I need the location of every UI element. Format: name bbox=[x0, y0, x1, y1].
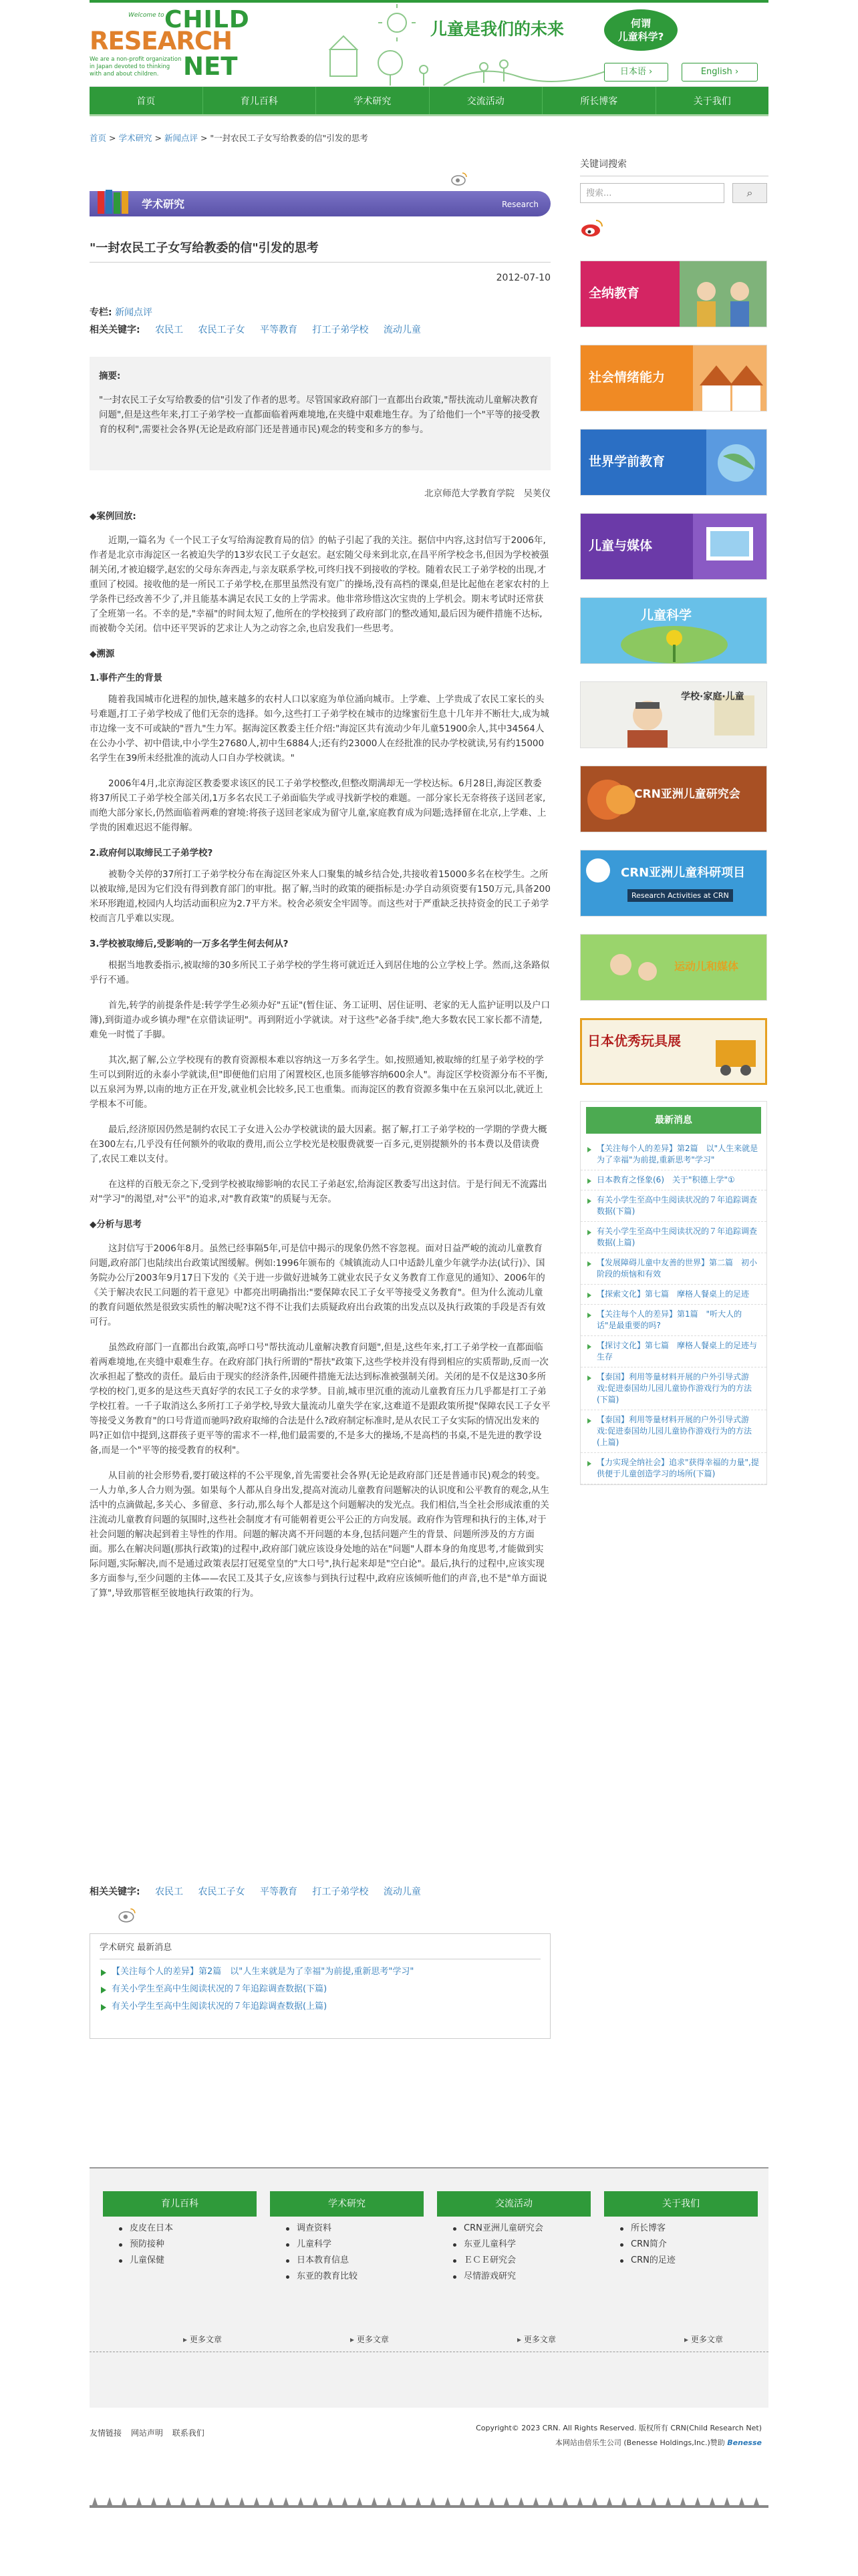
ad-image-icon bbox=[706, 430, 766, 496]
search-form bbox=[580, 183, 768, 203]
grass-tuft bbox=[607, 2497, 612, 2505]
grass-tuft bbox=[680, 2497, 686, 2505]
footer-col-title[interactable]: 交流活动 bbox=[437, 2191, 591, 2217]
news-link[interactable]: 【探索文化】第七篇 摩格人餐桌上的足迹 bbox=[581, 1285, 766, 1305]
ad-social-emotional[interactable] bbox=[580, 345, 767, 412]
slogan: 儿童是我们的未来 bbox=[430, 19, 565, 39]
grass-tuft bbox=[327, 2497, 333, 2505]
grass-tuft bbox=[166, 2497, 171, 2505]
logo-tagline: We are a non-profit organization in Japan devoted to thinking with and about children. bbox=[90, 56, 182, 77]
paragraph: 这封信写于2006年8月。虽然已经事隔5年,可是信中揭示的现象仍然不容忽视。面对日益严峻的流动儿童教育问题,政府部门也陆续出台政策试图缓解。例如:1996年颁布的《城镇流动人口中适龄儿童少年就学办法(试行)》、国务院办公厅2003年9月17日下发的《关于进一步做好进城务工就业农民子女义务教育工作意见的通知》、2006年的《关于解决农民工问题的若干意见》中都亮出明确指出:"要保障农民工子女平等接受义务教育"。但为什么流动儿童的教育问题依然是很致实质性的解决呢?这不得不让我们去质疑政府出台政策的出发点以及执行政策的手段是否有效可行。 bbox=[90, 1243, 546, 1327]
ad-child-science[interactable] bbox=[580, 597, 767, 664]
footer-col-about bbox=[604, 2191, 758, 2344]
grass-tuft bbox=[254, 2497, 259, 2505]
site-logo[interactable] bbox=[90, 5, 250, 84]
grass-tuft bbox=[504, 2497, 509, 2505]
footer-col-title[interactable]: 学术研究 bbox=[270, 2191, 424, 2217]
nav-exchange[interactable]: 交流活动 bbox=[430, 87, 543, 114]
news-link[interactable]: 【力实现全纳社会】追求"获得幸福的力量",提供便于儿童创造学习的场所(下篇) bbox=[581, 1453, 766, 1484]
grass-tuft bbox=[195, 2497, 200, 2505]
grass-decoration-icon bbox=[90, 2488, 768, 2515]
footer-link[interactable]: 所长博客 bbox=[604, 2221, 758, 2237]
grass-tuft bbox=[283, 2497, 289, 2505]
grass-tuft bbox=[710, 2497, 715, 2505]
footer-link[interactable]: 尽情游戏研究 bbox=[437, 2269, 591, 2285]
ad-image-icon bbox=[693, 514, 766, 580]
logo-research: RESEARCH bbox=[90, 27, 232, 55]
footer-link[interactable]: 预防接种 bbox=[103, 2237, 257, 2253]
abstract-heading: 摘要: bbox=[99, 371, 121, 381]
news-link[interactable]: 有关小学生至高中生阅读状况的７年追踪调查数据(上篇) bbox=[581, 1222, 766, 1253]
paragraph: 近期,一篇名为《一个民工子女写给海淀教育局的信》的帖子引起了我的关注。据信中内容,这封信写于2006年,作者是北京市海淀区一名被迫失学的13岁农民工子女赵宏。赵宏随父母来到北京,在昌平所学校念书,但因为学校被强制关闭,才被迫辍学,赵宏的父母东奔西走,与亲友联系学校,可终归找不到接收的学校。随着农民工子弟学校的出现,才重回了校园。接收他的是一所民工子弟学校,在那里虽然没有宽广的操场,没有高档的课桌,但是比起他在老家农村的上学条件已经改善不少了,并且能基本满足农民工女的上学需求。他非常珍惜这次宝贵的上学机会。期末考试时还常获了全班第一名。不幸的是,"幸福"的时间太短了,他所在的学校接到了政府部门的整改通知,最后因为硬件措施不达标,而被勒令关闭。信中还平哭诉的艺求让人为之动容之余,也启发我们一些思考。 bbox=[90, 535, 549, 634]
keyword-link[interactable]: 打工子弟学校 bbox=[312, 1887, 369, 1897]
article-author: 北京师范大学教育学院 吴荚仪 bbox=[424, 488, 551, 499]
grass-tuft bbox=[136, 2497, 142, 2505]
article-title: "一封农民工子女写给教委的信"引发的思考 bbox=[90, 238, 551, 263]
analysis-heading: ◆分析与思考 bbox=[90, 1219, 142, 1230]
breadcrumb-sep: > bbox=[200, 133, 208, 143]
footer-col-research bbox=[270, 2191, 424, 2344]
footer-link[interactable]: ＥＣＥ研究会 bbox=[437, 2253, 591, 2269]
nav-research[interactable]: 学术研究 bbox=[316, 87, 430, 114]
grass-tuft bbox=[122, 2497, 127, 2505]
keywords-label: 相关关键字: bbox=[90, 325, 140, 335]
ad-title: 儿童科学 bbox=[641, 608, 692, 623]
grass-tuft bbox=[548, 2497, 553, 2505]
nav-home[interactable]: 首页 bbox=[90, 87, 203, 114]
subheading: 2.政府何以取缔民工子弟学校? bbox=[90, 848, 213, 858]
grass-tuft bbox=[724, 2497, 730, 2505]
footer-link[interactable]: CRN简介 bbox=[604, 2237, 758, 2253]
grass-tuft bbox=[592, 2497, 597, 2505]
keyword-link[interactable]: 打工子弟学校 bbox=[312, 325, 369, 335]
grass-tuft bbox=[416, 2497, 421, 2505]
toy-icon bbox=[709, 1027, 762, 1080]
news-link[interactable]: 有关小学生至高中生阅读状况的７年追踪调查数据(下篇) bbox=[581, 1190, 766, 1222]
keyword-link[interactable]: 平等教育 bbox=[259, 325, 297, 335]
news-link[interactable]: 日本教育之怪象(6) 关于"积德上学"① bbox=[581, 1170, 766, 1190]
breadcrumb-news-review[interactable]: 新闻点评 bbox=[164, 133, 198, 143]
ad-world-preschool[interactable] bbox=[580, 429, 767, 496]
grass-tuft bbox=[269, 2497, 274, 2505]
paragraph: 2006年4月,北京海淀区教委要求该区的民工子弟学校整改,但整改期满却无一学校达标。6月28日,海淀区教委将37所民工子弟学校全部关闭,1万多名农民工子弟面临失学或寻找新学校的难题。一部分家长无奈将孩子送回老家,而绝大部分家长,仍然面临着两难的窘境:将孩子送回老家成为留守儿童,家庭教育成为问题;选择留在北京,上学难、上学贵的困难迟迟不能得解。 bbox=[90, 778, 547, 833]
subheading: 1.事件产生的背景 bbox=[90, 673, 163, 683]
keyword-link[interactable]: 平等教育 bbox=[259, 1887, 297, 1897]
contact-link[interactable]: 联系我们 bbox=[172, 2428, 204, 2438]
footer-more-link[interactable]: ▸ 更多文章 bbox=[684, 2333, 723, 2347]
nav-about[interactable]: 关于我们 bbox=[693, 96, 731, 107]
footer-link[interactable]: 东亚儿童科学 bbox=[437, 2237, 591, 2253]
ad-image-icon bbox=[581, 598, 767, 664]
main-nav bbox=[90, 87, 768, 116]
grass-tuft bbox=[386, 2497, 392, 2505]
column-link[interactable]: 新闻点评 bbox=[115, 307, 153, 318]
grass-tuft bbox=[107, 2497, 112, 2505]
grass-tuft bbox=[533, 2497, 539, 2505]
grass-tuft bbox=[651, 2497, 656, 2505]
paragraph: 虽然政府部门一直都出台政策,高呼口号"帮扶流动儿童解决教育问题",但是,这些年来,打工子弟学校一直都面临着两难境地,在夹缝中艰难生存。在政府部门执行所谓的"帮扶"政策下,这些学校并没有得到相应的实质帮助,反而一次次承担起了整改的责任。最后由于现实的经济条件,因硬件措施无法达到标准被强制关闭。关闭的是不仅是这30多所学校的校门,更多的是这些天真好学的农民工子女的求学梦。目前,城市里沉重的流动儿童教育压力几乎都是打工子弟学校扛着。一千子取消这么多所打工子弟学校,导致大量流动儿童失学在家,这难道不是跟政策所提"保障农民工子女平等接受义务教育"的口号背道而驰吗?政府取缔的合法是什么?政府制定标准时,是从农民工子女实际的情况出发来的吗?正如信中提到,这群孩子更平等的需求不一样,他们最需要的,不是多大的操场,不是高档的书桌,不是先进的教学设备,而是一个"平等的接受教育的权利"。 bbox=[90, 1342, 551, 1456]
ad-subtitle: Research Activities at CRN bbox=[627, 889, 733, 902]
ad-title: 日本优秀玩具展 bbox=[587, 1033, 681, 1049]
footer bbox=[90, 2167, 768, 2408]
news-link[interactable]: 【泰国】利用等量材料开展的户外引导式游戏:促进泰国幼儿园儿童协作游戏行为的方法(下篇) bbox=[581, 1367, 766, 1410]
footer-links bbox=[90, 2426, 211, 2440]
chevron-right-icon: › bbox=[648, 67, 653, 77]
grass-tuft bbox=[239, 2497, 245, 2505]
news-link[interactable]: 【发展障碍儿童中友善的世界】第二篇 初小阶段的烦恼和有效 bbox=[581, 1253, 766, 1285]
benesse-logo[interactable]: Benesse bbox=[727, 2438, 762, 2447]
breadcrumb bbox=[90, 116, 768, 154]
breadcrumb-sep: > bbox=[154, 133, 162, 143]
keyword-link[interactable]: 农民工子女 bbox=[198, 325, 245, 335]
paragraph: 在这样的百般无奈之下,受到学校被取缔影响的农民工子弟赵宏,给海淀区教委写出这封信。于是行间无不流露出对"学习"的渴望,对"公平"的追求,对"教育政策"的质疑与无奈。 bbox=[90, 1179, 547, 1204]
article-date: 2012-07-10 bbox=[496, 273, 551, 283]
footer-more-link[interactable]: ▸ 更多文章 bbox=[183, 2333, 222, 2347]
article-keywords bbox=[90, 322, 421, 339]
paragraph: 从目前的社会形势看,要打破这样的不公平现象,首先需要社会各界(无论是政府部门还是普通市民)观念的转变。一人力单,多人合力则为强。如果每个人都从自身出发,提高对流动儿童教育问题解决的认识度和公平教育的观念,从生活中的点滴做起,多关心、多留意、多行动,那么每个人都是这个问题解决的发光点。我们相信,当全社会形成浓重的关注流动儿童教育问题的氛围时,这些社会制度才有可能朝着更公平公正的方向发展。政府作为管理和执行的主体,对于社会问题的解决起到着主导性的作用。问题的解决离不开问题的本身,包括问题产生的背景、问题所涉及的方方面面。那么在解决问题(那执行政策)的过程中,政府部门就应该设身处地的站在"问题"人群本身的角度思考,才能做到实际问题,实际解决,而不是通过政策表层打冠冕堂皇的"大口号",执行起来却是"空白论"。最后,执行的过程中,应该实现多方面参与,至少问题的主体——农民工及其子女,应该参与到执行过程中,政府应该倾听他们的声音,也不是"单方面说了算",导致那管框至彼地执行政策的行为。 bbox=[90, 1470, 549, 1599]
ad-title: 学校·家庭·儿童 bbox=[681, 691, 744, 702]
paragraph: 其次,据了解,公立学校现有的教育资源根本难以容纳这一万多名学生。如,按照通知,被取缔的红星子弟学校的学生可以到附近的永泰小学就读,但"即便他们启用了闲置校区,也顶多能够容纳600余人"。海淀区学校资源分布不平衡,以五泉河为界,以南的地方正在开发,就业机会比较多,民工也重集。而海淀区的教育资源多集中在五泉河以北,就近上学根本不可能。 bbox=[90, 1055, 548, 1110]
case-heading: ◆案例回放: bbox=[90, 511, 136, 522]
ad-title: CRN亚洲儿童科研项目 bbox=[621, 866, 746, 880]
bottom-keywords bbox=[90, 1884, 421, 1901]
keyword-link[interactable]: 流动儿童 bbox=[383, 1887, 421, 1897]
ad-title: 社会情绪能力 bbox=[589, 370, 666, 385]
grass-tuft bbox=[357, 2497, 362, 2505]
nav-director-blog[interactable]: 所长博客 bbox=[543, 87, 656, 114]
sponsor-line bbox=[476, 2436, 762, 2450]
lang-japanese-button[interactable]: 日本语 › bbox=[604, 63, 668, 82]
search-button[interactable] bbox=[732, 183, 767, 203]
grass-tuft bbox=[445, 2497, 450, 2505]
paragraph: 根据当地教委指示,被取缔的30多所民工子弟学校的学生将可就近迁入到居住地的公立学校上学。然而,这条路似乎行不通。 bbox=[90, 960, 550, 985]
weibo-share-icon[interactable] bbox=[118, 1907, 136, 1923]
friend-links[interactable]: 友情链接 bbox=[90, 2428, 122, 2438]
what-is-child-science-button[interactable]: 何谓 儿童科学? bbox=[604, 9, 678, 51]
logo-net: NET bbox=[183, 52, 238, 81]
header-banner bbox=[317, 3, 637, 87]
logo-welcome: Welcome to bbox=[128, 12, 164, 19]
ad-image-icon bbox=[581, 850, 767, 917]
grass-tuft bbox=[298, 2497, 303, 2505]
grass-tuft bbox=[474, 2497, 480, 2505]
grass-tuft bbox=[180, 2497, 186, 2505]
article-column bbox=[90, 305, 152, 321]
books-icon bbox=[96, 188, 130, 215]
footer-link[interactable]: 调查资料 bbox=[270, 2221, 424, 2237]
paragraph: 被勒令关停的37所打工子弟学校分布在海淀区外来人口聚集的城乡结合处,共接收着15000多名在校学生。之所以被取缔,是因为它们没有得到教育部门的审批。据了解,当时的政策的硬指标是:办学自动须资要有150万元,具备200米环形跑道,校园内人均活动面积应为2.7平方米。校舍必须安全牢固等。而这些对于严重缺乏扶持资金的民工子弟学校而言几乎难以实现。 bbox=[90, 869, 551, 924]
search-input[interactable]: 搜索... bbox=[580, 183, 724, 203]
grass-tuft bbox=[621, 2497, 627, 2505]
ad-crn-asia-research[interactable] bbox=[580, 766, 767, 832]
site-header bbox=[90, 3, 768, 87]
footer-bottom bbox=[90, 2410, 768, 2490]
keyword-search-title: 关键词搜索 bbox=[580, 156, 768, 176]
ad-title: 全纳教育 bbox=[589, 286, 640, 301]
grass-tuft bbox=[460, 2497, 465, 2505]
footer-link[interactable]: CRN亚洲儿童研究会 bbox=[437, 2221, 591, 2237]
grass-tuft bbox=[577, 2497, 583, 2505]
footer-more-link[interactable]: ▸ 更多文章 bbox=[517, 2333, 556, 2347]
breadcrumb-sep: > bbox=[109, 133, 116, 143]
origin-heading: ◆溯源 bbox=[90, 649, 115, 659]
grass-tuft bbox=[342, 2497, 347, 2505]
breadcrumb-home[interactable]: 首页 bbox=[90, 133, 107, 143]
site-statement-link[interactable]: 网站声明 bbox=[130, 2428, 163, 2438]
footer-more-link[interactable]: ▸ 更多文章 bbox=[350, 2333, 389, 2347]
keyword-link[interactable]: 农民工 bbox=[155, 1887, 184, 1897]
grass-tuft bbox=[92, 2497, 98, 2505]
sponsor-text: 本网站由倍乐生公司 (Benesse Holdings,Inc.)赞助 bbox=[555, 2438, 725, 2447]
grass-tuft bbox=[430, 2497, 436, 2505]
ad-image-icon bbox=[693, 345, 766, 412]
grass-tuft bbox=[695, 2497, 700, 2505]
grass-tuft bbox=[754, 2497, 759, 2505]
grass-tuft bbox=[210, 2497, 215, 2505]
footer-link[interactable]: 皮皮在日本 bbox=[103, 2221, 257, 2237]
grass-tuft bbox=[225, 2497, 230, 2505]
news-link[interactable]: 【泰国】利用等量材料开展的户外引导式游戏:促进泰国幼儿园儿童协作游戏行为的方法(上篇) bbox=[581, 1410, 766, 1453]
footer-link[interactable]: CRN的足迹 bbox=[604, 2253, 758, 2269]
abstract-text: "一封农民工子女写给教委的信"引发了作者的思考。尽管国家政府部门一直都出台政策,"帮扶流动儿童解决教育问题",但是这些年来,打工子弟学校一直都面临着两难境地,在夹缝中艰难地生存。为了给他们一个"平等的接受教育的权利",需要社会各界(无论是政府部门还是普通市民)观念的转变和多方的参与。 bbox=[99, 395, 540, 435]
section-subtitle: Research bbox=[501, 200, 539, 209]
abstract-box bbox=[90, 357, 551, 470]
latest-research-box bbox=[90, 1933, 551, 2039]
footer-link[interactable]: 东亚的教育比较 bbox=[270, 2269, 424, 2285]
ad-image-icon bbox=[680, 261, 766, 327]
keyword-link[interactable]: 农民工子女 bbox=[198, 1887, 245, 1897]
section-title: 学术研究 bbox=[142, 198, 185, 210]
ad-title: 运动儿和媒体 bbox=[674, 960, 739, 973]
ad-school-family[interactable] bbox=[580, 681, 767, 748]
footer-col-title[interactable]: 育儿百科 bbox=[103, 2191, 257, 2217]
column-label: 专栏: bbox=[90, 307, 112, 318]
grass-tuft bbox=[151, 2497, 156, 2505]
footer-link[interactable]: 儿童保健 bbox=[103, 2253, 257, 2269]
weibo-share-icon[interactable] bbox=[450, 171, 468, 186]
section-header bbox=[90, 191, 551, 216]
paragraph: 随着我国城市化进程的加快,越来越多的农村人口以家庭为单位涌向城市。上学难、上学贵成了农民工家长的头号难题,打工子弟学校成了他们无奈的选择。如今,这些打工子弟学校在城市的边缘蜜衍生息十几年并不断壮大,成为城市边缘一支不可或缺的"晋九"生力军。据海淀区教委主任介绍:"海淀区共有流动少年儿童51900余人,其中34564人在公办小学、初中借读,中小学生27680人,初中生6884人;还有约23000人在经批准的民办学校就读,另有约15000名学生在39所未经批准的流动人口自办学校就读。" bbox=[90, 694, 549, 764]
grass-tuft bbox=[563, 2497, 568, 2505]
logo-child: CHILD bbox=[164, 6, 250, 33]
grass-tuft bbox=[489, 2497, 494, 2505]
footer-col-parenting bbox=[103, 2191, 257, 2344]
ad-inclusive-education[interactable] bbox=[580, 261, 767, 327]
chevron-right-icon: › bbox=[734, 67, 739, 77]
latest-research-link[interactable]: 【关注每个人的差异】第2篇 以"人生来就是为了幸福"为前提,重新思考"学习" bbox=[100, 1963, 541, 1981]
news-link[interactable]: 【关注每个人的差异】第1篇 "听大人的话"是最重要的吗? bbox=[581, 1305, 766, 1336]
lang-english-button[interactable]: English › bbox=[682, 63, 758, 82]
latest-research-link[interactable]: 有关小学生至高中生阅读状况的７年追踪调查数据(下篇) bbox=[100, 1981, 541, 1998]
paragraph: 最后,经济原因仍然是制约农民工子女进入公办学校就读的最大因素。据了解,打工子弟学校的一学期的学费大概在300左右,几乎没有任何额外的收取的费用,而公立学校光是校服费就要一百多元,更别提额外的书本费以及借读费了,农民工难以支付。 bbox=[90, 1124, 547, 1164]
latest-news-title: 最新消息 bbox=[586, 1107, 761, 1134]
nav-parenting[interactable]: 育儿百科 bbox=[203, 87, 317, 114]
ad-crn-asia-project[interactable] bbox=[580, 850, 767, 917]
latest-research-link[interactable]: 有关小学生至高中生阅读状况的７年追踪调查数据(上篇) bbox=[100, 1998, 541, 2016]
weibo-icon[interactable] bbox=[580, 218, 604, 238]
grass-tuft bbox=[313, 2497, 318, 2505]
keywords-label: 相关关键字: bbox=[90, 1887, 140, 1897]
ad-sports-media[interactable] bbox=[580, 934, 767, 1001]
footer-link[interactable]: 日本教育信息 bbox=[270, 2253, 424, 2269]
ad-title: CRN亚洲儿童研究会 bbox=[634, 788, 740, 801]
news-link[interactable]: 【关注每个人的差异】第2篇 以"人生来就是为了幸福"为前提,重新思考"学习" bbox=[581, 1139, 766, 1170]
grass-tuft bbox=[401, 2497, 406, 2505]
ad-title: 儿童与媒体 bbox=[589, 538, 653, 553]
sidebar bbox=[580, 156, 768, 1485]
footer-col-title[interactable]: 关于我们 bbox=[604, 2191, 758, 2217]
footer-link[interactable]: 儿童科学 bbox=[270, 2237, 424, 2253]
ad-title: 世界学前教育 bbox=[589, 454, 666, 469]
footer-col-exchange bbox=[437, 2191, 591, 2344]
search-icon: ⌕ bbox=[746, 186, 753, 199]
copyright bbox=[476, 2421, 762, 2450]
news-link[interactable]: 【探讨文化】第七篇 摩格人餐桌上的足迹与生存 bbox=[581, 1336, 766, 1367]
grass-tuft bbox=[519, 2497, 524, 2505]
breadcrumb-research[interactable]: 学术研究 bbox=[118, 133, 152, 143]
subheading: 3.学校被取缔后,受影响的一万多名学生何去何从? bbox=[90, 939, 289, 949]
latest-news-box bbox=[580, 1101, 767, 1485]
ad-children-media[interactable] bbox=[580, 513, 767, 580]
breadcrumb-current: "一封农民工子女写给教委的信"引发的思考 bbox=[210, 133, 368, 143]
ad-japan-toys[interactable] bbox=[580, 1018, 767, 1085]
copyright-text: Copyright© 2023 CRN. All Rights Reserved. 版权所有 CRN(Child Research Net) bbox=[476, 2424, 762, 2432]
grass-tuft bbox=[372, 2497, 377, 2505]
grass-tuft bbox=[739, 2497, 744, 2505]
article-body bbox=[90, 509, 551, 1611]
keyword-link[interactable]: 流动儿童 bbox=[383, 325, 421, 335]
grass-tuft bbox=[636, 2497, 641, 2505]
paragraph: 首先,转学的前提条件是:转学学生必须办好"五证"(暂住证、务工证明、居住证明、老家的无人监护证明以及户口簿),到街道办或乡镇办理"在京借读证明"。再到附近小学就读。对于这些"必备手续",绝大多数农民工家长都不清楚,难免一时慌了手脚。 bbox=[90, 1000, 551, 1040]
keyword-link[interactable]: 农民工 bbox=[155, 325, 184, 335]
latest-research-title: 学术研究 最新消息 bbox=[100, 1941, 541, 1959]
grass-tuft bbox=[666, 2497, 671, 2505]
